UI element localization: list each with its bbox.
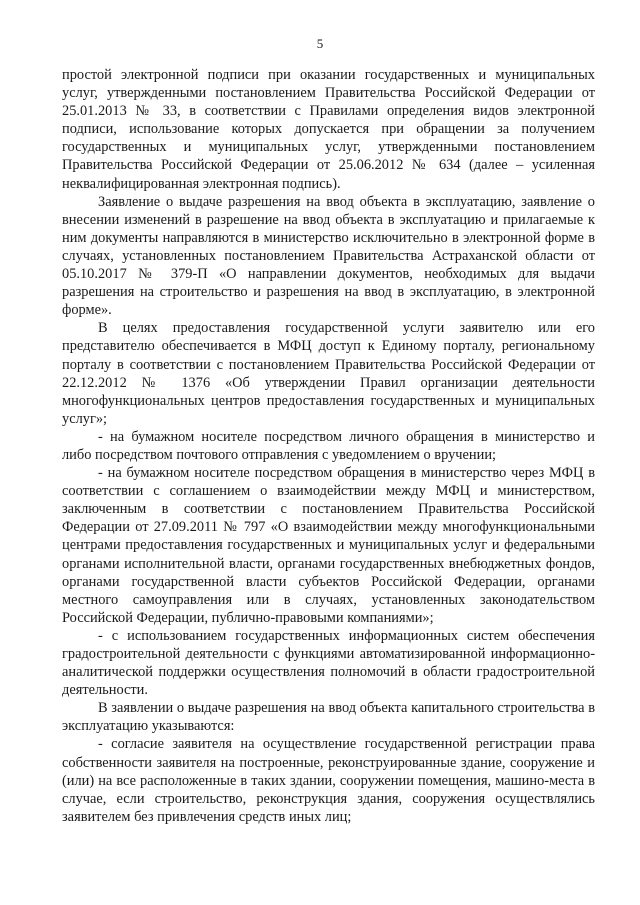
paragraph-3: В целях предоставления государственной услуги заявителю или его представителю обеспечивается в МФЦ доступ к Единому порталу, региональному порталу в соответствии с постановлением Правительства Российской Федерации от 22.12.2012 № 1376 «Об утверждении Правил организации деятельности многофункциональных центров предоставления государственных и муниципальных услуг»;: [62, 320, 595, 427]
paragraph-5: - на бумажном носителе посредством обращения в министерство через МФЦ в соответствии с соглашением о взаимодействии между МФЦ и министерством, заключенным в соответствии с постановлением Правительства Российской Федерации от 27.09.2011 № 797 «О взаимодействии между многофункциональными центрами предоставления государственных и муниципальных услуг и федеральными органами исполнительной власти, органами государственных внебюджетных фондов, органами государственной власти субъектов Российской Федерации, органами местного самоуправления или в случаях, установленных законодательством Российской Федерации, публично-правовыми компаниями»;: [62, 465, 595, 626]
page-number: 5: [316, 36, 324, 51]
paragraph-8: - согласие заявителя на осуществление государственной регистрации права собственности заявителя на построенные, реконструированные здание, сооружение и (или) на все расположенные в таких здании, сооружении помещения, машино-места в случае, если строительство, реконструкция здания, сооружения осуществлялись заявителем без привлечения средств иных лиц;: [62, 736, 595, 825]
paragraph-2: Заявление о выдаче разрешения на ввод объекта в эксплуатацию, заявление о внесении изменений в разрешение на ввод объекта в эксплуатацию и прилагаемые к ним документы направляются в министерство исключительно в электронной форме в случаях, установленных постановлением Правительства Астраханской области от 05.10.2017 № 379-П «О направлении документов, необходимых для выдачи разрешения на строительство и разрешения на ввод в эксплуатацию, в электронной форме».: [62, 193, 595, 319]
paragraph-6: - с использованием государственных информационных систем обеспечения градостроительной деятельности с функциями автоматизированной информационно-аналитической поддержки осуществления полномочий в области градостроительной деятельности.: [62, 627, 595, 699]
document-body: [62, 66, 595, 826]
paragraph-1: простой электронной подписи при оказании государственных и муниципальных услуг, утвержденными постановлением Правительства Российской Федерации от 25.01.2013 № 33, в соответствии с Правилами определения видов электронной подписи, использование которых допускается при обращении за получением государственных и муниципальных услуг, утвержденными постановлением Правительства Российской Федерации от 25.06.2012 № 634 (далее – усиленная неквалифицированная электронная подпись).: [62, 67, 595, 192]
paragraph-4: - на бумажном носителе посредством личного обращения в министерство и либо посредством почтового отправления с уведомлением о вручении;: [62, 428, 595, 463]
paragraph-7: В заявлении о выдаче разрешения на ввод объекта капитального строительства в эксплуатацию указываются:: [62, 700, 595, 735]
